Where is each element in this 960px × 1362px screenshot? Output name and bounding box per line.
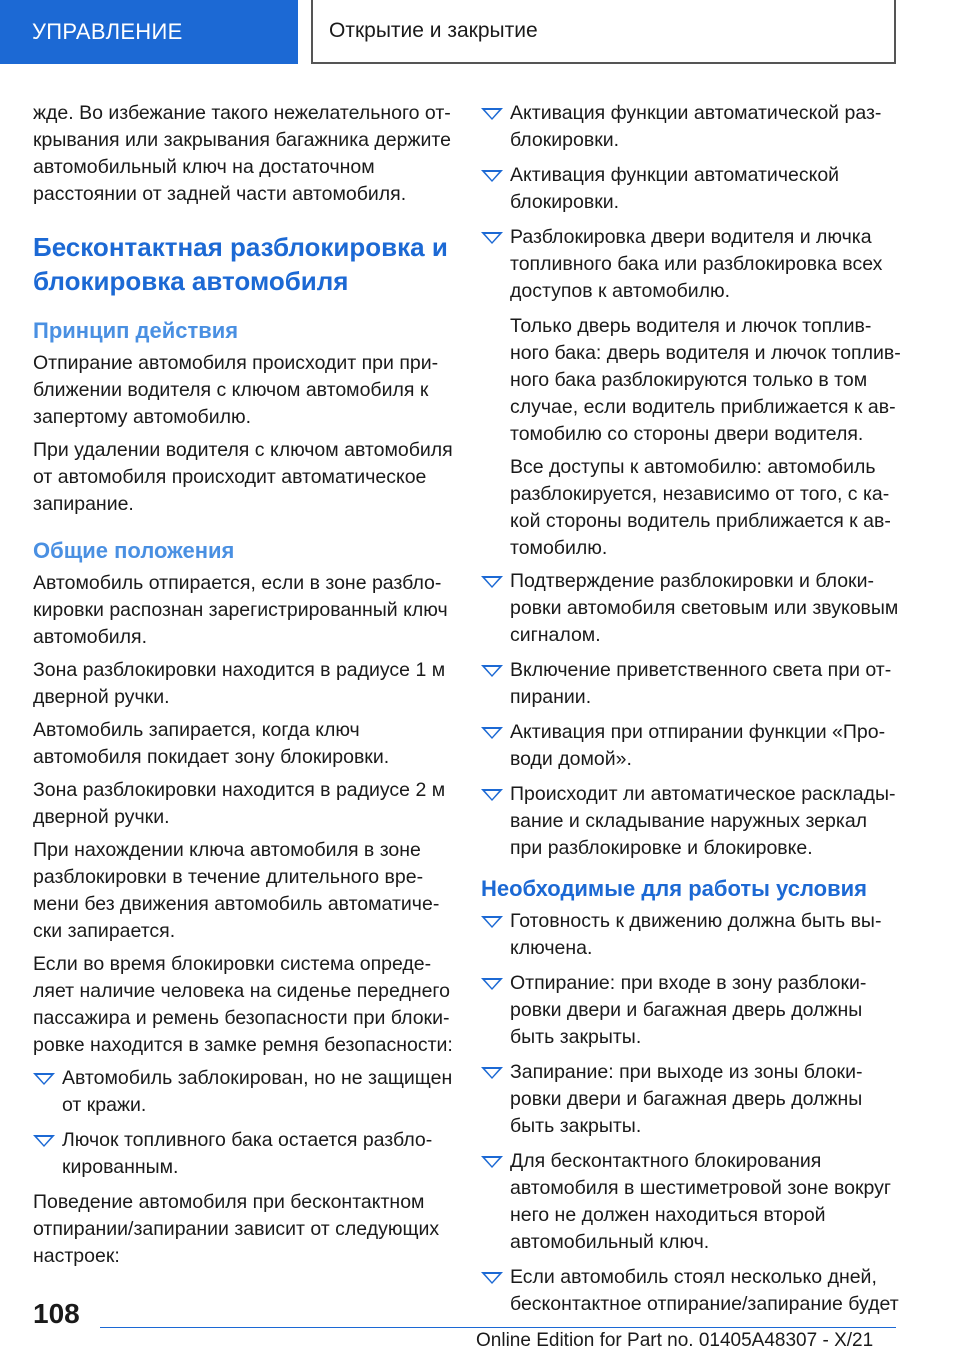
section-heading: Бесконтактная разблокировка и блокировка автомобиля bbox=[33, 232, 448, 296]
list-item-text: Активация функции автоматической разблокировки. bbox=[510, 102, 882, 151]
footer-edition: Online Edition for Part no. 01405A48307 - X/21 bbox=[476, 1330, 874, 1351]
triangle-bullet-icon bbox=[481, 170, 503, 182]
list-item-text: Активация при отпирании функции «Проводи домой». bbox=[510, 721, 886, 770]
bullet-list bbox=[33, 1065, 453, 1181]
indented-paragraph: Только дверь водителя и лючок топливного бака: дверь водителя и лючок топливного бака разблокируются только в том случае, если водитель приближается к автомобилю со стороны двери водителя. bbox=[510, 315, 901, 445]
triangle-bullet-icon bbox=[481, 916, 503, 928]
triangle-bullet-icon bbox=[33, 1135, 55, 1147]
list-item bbox=[481, 162, 901, 216]
general-paragraph: Автомобиль отпирается, если в зоне разблокировки распознан зарегистрированный ключ автомобиля. bbox=[33, 572, 448, 648]
left-column bbox=[33, 100, 453, 1276]
triangle-bullet-icon bbox=[481, 576, 503, 588]
list-item bbox=[481, 1264, 901, 1318]
general-paragraph: Автомобиль запирается, когда ключ автомобиля покидает зону блокировки. bbox=[33, 719, 390, 768]
list-item bbox=[33, 1127, 453, 1181]
list-item bbox=[481, 568, 901, 649]
list-item bbox=[481, 1059, 901, 1140]
list-item bbox=[481, 908, 901, 962]
footer-divider bbox=[100, 1327, 896, 1328]
list-item bbox=[481, 224, 901, 305]
triangle-bullet-icon bbox=[481, 108, 503, 120]
triangle-bullet-icon bbox=[481, 1272, 503, 1284]
list-item bbox=[481, 100, 901, 154]
list-item-text: Включение приветственного света при отпирании. bbox=[510, 659, 892, 708]
bullet-list bbox=[481, 100, 901, 305]
triangle-bullet-icon bbox=[33, 1073, 55, 1085]
general-paragraph: Поведение автомобиля при бесконтактном отпирании/запирании зависит от следующих настроек: bbox=[33, 1191, 440, 1267]
principle-paragraph: Отпирание автомобиля происходит при приближении водителя с ключом автомобиля к запертому автомобилю. bbox=[33, 352, 439, 428]
list-item bbox=[481, 781, 901, 862]
page-header-title: Открытие и закрытие bbox=[311, 0, 896, 64]
list-item-text: Запирание: при выходе из зоны блокировки двери и багажная дверь должны быть закрыты. bbox=[510, 1061, 863, 1137]
list-item-text: Для бесконтактного блокирования автомобиля в шестиметровой зоне вокруг него не должен находиться второй автомобильный ключ. bbox=[510, 1150, 891, 1253]
bullet-list bbox=[481, 568, 901, 862]
bullet-list bbox=[481, 908, 901, 1318]
triangle-bullet-icon bbox=[481, 727, 503, 739]
list-item-text: Активация функции автоматической блокировки. bbox=[510, 164, 840, 213]
list-item-text: Лючок топливного бака остается разблокированным. bbox=[62, 1129, 433, 1178]
triangle-bullet-icon bbox=[481, 232, 503, 244]
principle-paragraph: При удалении водителя с ключом автомобиля от автомобиля происходит автоматическое запирание. bbox=[33, 439, 453, 515]
triangle-bullet-icon bbox=[481, 1156, 503, 1168]
list-item-text: Происходит ли автоматическое раскладывание и складывание наружных зеркал при разблокировке и блокировке. bbox=[510, 783, 896, 859]
list-item-text: Автомобиль заблокирован, но не защищен от кражи. bbox=[62, 1067, 453, 1116]
right-column bbox=[481, 100, 901, 1326]
general-heading: Общие положения bbox=[33, 538, 235, 563]
triangle-bullet-icon bbox=[481, 1067, 503, 1079]
list-item bbox=[481, 657, 901, 711]
general-paragraph: Зона разблокировки находится в радиусе 1 м дверной ручки. bbox=[33, 659, 446, 708]
indented-paragraph: Все доступы к автомобилю: автомобиль разблокируется, независимо от того, с какой стороны водитель приближается к автомобилю. bbox=[510, 456, 891, 559]
triangle-bullet-icon bbox=[481, 789, 503, 801]
list-item-text: Подтверждение разблокировки и блокировки автомобиля световым или звуковым сигналом. bbox=[510, 570, 899, 646]
list-item bbox=[481, 1148, 901, 1256]
list-item bbox=[481, 970, 901, 1051]
section-tab: УПРАВЛЕНИЕ bbox=[0, 0, 298, 64]
list-item bbox=[33, 1065, 453, 1119]
list-item-text: Разблокировка двери водителя и лючка топливного бака или разблокировка всех доступов к автомобилю. bbox=[510, 226, 883, 302]
triangle-bullet-icon bbox=[481, 978, 503, 990]
list-item bbox=[481, 719, 901, 773]
intro-paragraph: жде. Во избежание такого нежелательного открывания или закрывания багажника держите автомобильный ключ на достаточном расстоянии от задней части автомобиля. bbox=[33, 102, 451, 205]
general-paragraph: Если во время блокировки система определяет наличие человека на сиденье переднего пассажира и ремень безопасности при блокировке находится в замке ремня безопасности: bbox=[33, 953, 453, 1056]
triangle-bullet-icon bbox=[481, 665, 503, 677]
list-item-text: Готовность к движению должна быть выключена. bbox=[510, 910, 882, 959]
general-paragraph: При нахождении ключа автомобиля в зоне разблокировки в течение длительного времени без движения автомобиль автоматически запирается. bbox=[33, 839, 440, 942]
page-number: 108 bbox=[33, 1298, 80, 1329]
principle-heading: Принцип действия bbox=[33, 318, 239, 343]
list-item-text: Если автомобиль стоял несколько дней, бесконтактное отпирание/запирание будет bbox=[510, 1266, 899, 1315]
list-item-text: Отпирание: при входе в зону разблокировки двери и багажная дверь должны быть закрыты. bbox=[510, 972, 867, 1048]
general-paragraph: Зона разблокировки находится в радиусе 2 м дверной ручки. bbox=[33, 779, 446, 828]
conditions-heading: Необходимые для работы условия bbox=[481, 876, 867, 901]
